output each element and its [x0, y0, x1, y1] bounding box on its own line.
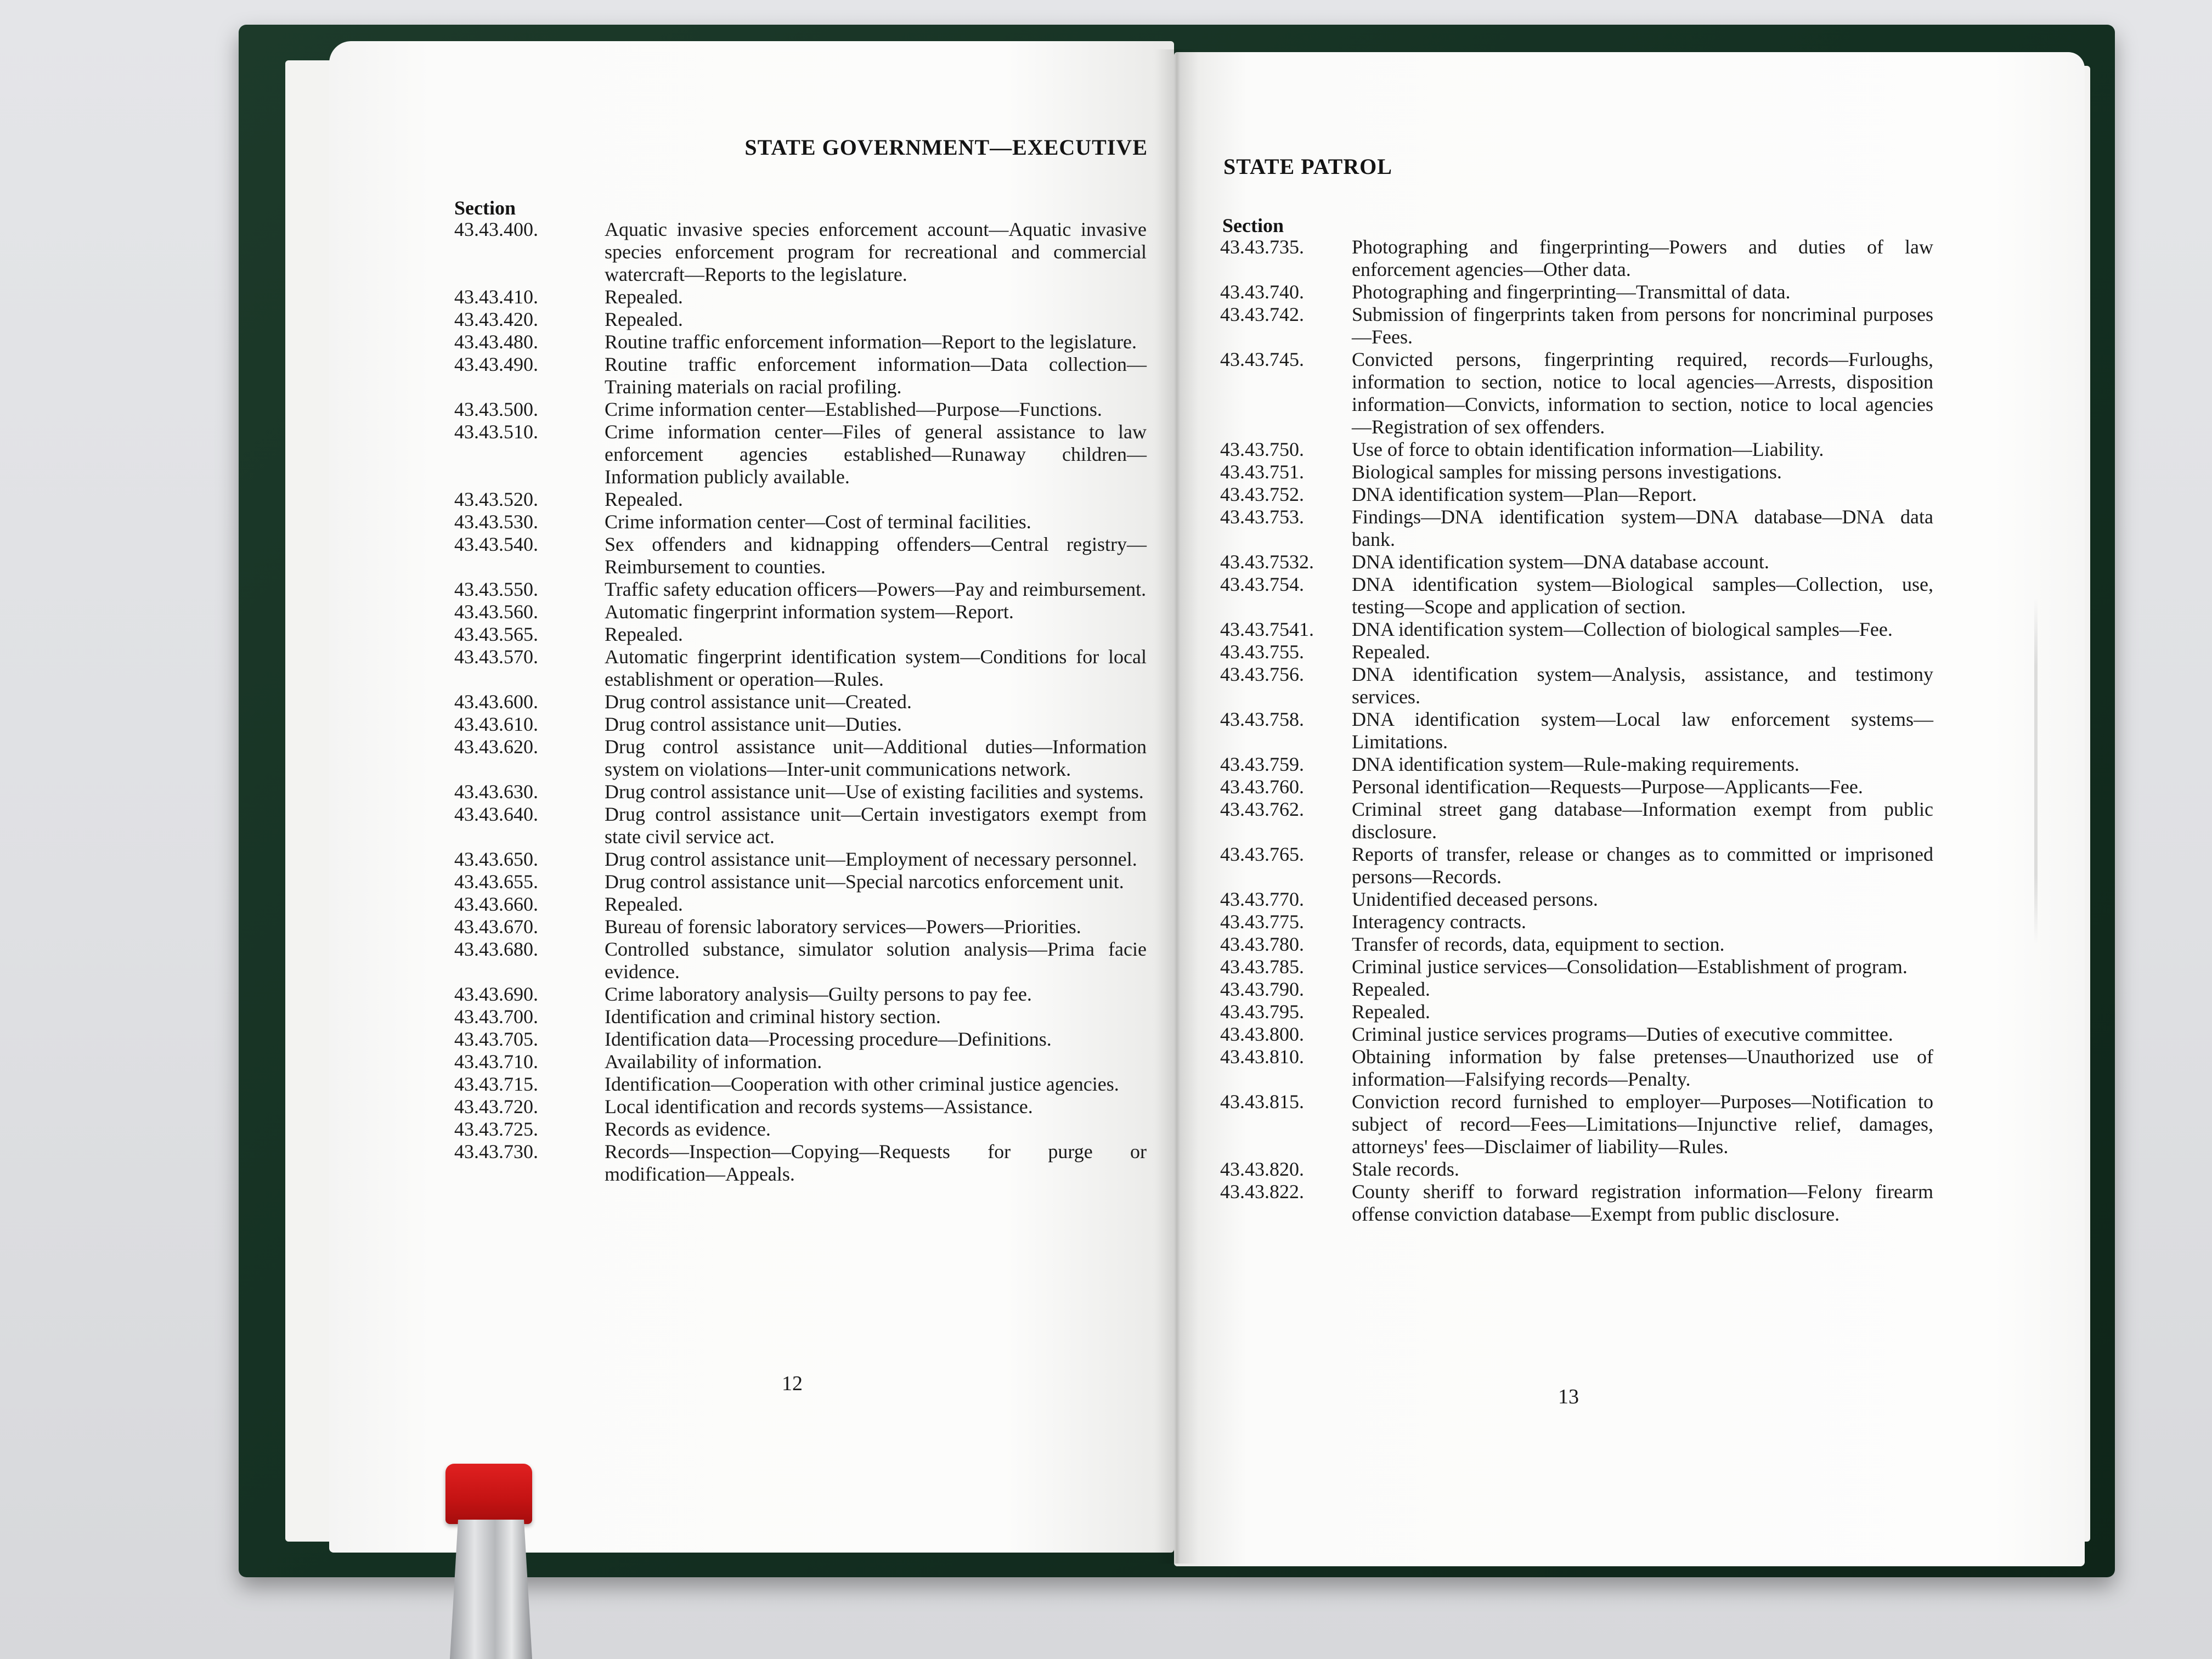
section-number: 43.43.540.: [454, 533, 538, 555]
section-entry: [454, 1118, 1147, 1141]
section-title: Criminal street gang database—Information exempt from public disclosure.: [1352, 798, 1933, 843]
section-number: 43.43.710.: [454, 1051, 538, 1073]
section-entry: [1220, 1046, 1933, 1091]
right-section-label: Section: [1222, 215, 1284, 236]
section-title: Repealed.: [605, 623, 683, 645]
section-title: Aquatic invasive species enforcement account—Aquatic invasive species enforcement program for recreational and commercial watercraft—Reports to the legislature.: [605, 218, 1147, 285]
section-number: 43.43.754.: [1220, 573, 1304, 595]
section-title: Drug control assistance unit—Employment of necessary personnel.: [605, 848, 1137, 870]
section-title: Routine traffic enforcement information—Report to the legislature.: [605, 331, 1137, 353]
section-title: Drug control assistance unit—Created.: [605, 691, 912, 713]
section-entry: [454, 983, 1147, 1006]
section-entry: [1220, 1091, 1933, 1158]
section-entry: [1220, 798, 1933, 843]
section-title: Photographing and fingerprinting—Transmittal of data.: [1352, 281, 1791, 303]
section-number: 43.43.570.: [454, 646, 538, 668]
section-number: 43.43.760.: [1220, 776, 1304, 798]
section-entry: [454, 353, 1147, 398]
section-entry: [454, 1096, 1147, 1118]
section-title: Identification and criminal history section.: [605, 1006, 941, 1028]
section-number: 43.43.730.: [454, 1141, 538, 1163]
section-entry: [454, 601, 1147, 623]
section-title: Automatic fingerprint information system—Report.: [605, 601, 1014, 623]
section-number: 43.43.705.: [454, 1028, 538, 1050]
section-number: 43.43.753.: [1220, 506, 1304, 528]
section-title: Repealed.: [1352, 641, 1430, 663]
section-number: 43.43.660.: [454, 893, 538, 915]
section-entry: [454, 331, 1147, 353]
section-entry: [454, 533, 1147, 578]
section-entry: [454, 803, 1147, 848]
section-number: 43.43.700.: [454, 1006, 538, 1028]
section-title: Crime information center—Cost of terminal facilities.: [605, 511, 1031, 533]
section-number: 43.43.510.: [454, 421, 538, 443]
section-title: Transfer of records, data, equipment to section.: [1352, 933, 1725, 955]
metal-clip: [450, 1520, 532, 1659]
section-number: 43.43.742.: [1220, 303, 1304, 325]
section-title: DNA identification system—Biological samples—Collection, use, testing—Scope and application of section.: [1352, 573, 1933, 618]
section-title: Personal identification—Requests—Purpose—Applicants—Fee.: [1352, 776, 1863, 798]
section-number: 43.43.740.: [1220, 281, 1304, 303]
section-title: Records as evidence.: [605, 1118, 771, 1140]
section-number: 43.43.620.: [454, 736, 538, 758]
section-title: Photographing and fingerprinting—Powers and duties of law enforcement agencies—Other data.: [1352, 236, 1933, 280]
section-title: Identification data—Processing procedure—Definitions.: [605, 1028, 1052, 1050]
section-title: Routine traffic enforcement information—Data collection—Training materials on racial profiling.: [605, 353, 1147, 398]
section-number: 43.43.565.: [454, 623, 538, 645]
section-entry: [1220, 933, 1933, 956]
section-entry: [1220, 438, 1933, 461]
section-entry: [1220, 506, 1933, 551]
section-number: 43.43.751.: [1220, 461, 1304, 483]
section-number: 43.43.756.: [1220, 663, 1304, 685]
section-entry: [454, 691, 1147, 713]
section-number: 43.43.610.: [454, 713, 538, 735]
left-section-list: [454, 218, 1147, 1186]
section-title: Identification—Cooperation with other criminal justice agencies.: [605, 1073, 1119, 1095]
section-title: Local identification and records systems—Assistance.: [605, 1096, 1033, 1118]
section-entry: [454, 398, 1147, 421]
section-entry: [454, 578, 1147, 601]
section-entry: [454, 488, 1147, 511]
section-entry: [1220, 956, 1933, 978]
left-running-head: STATE GOVERNMENT—EXECUTIVE: [744, 135, 1148, 160]
section-title: Drug control assistance unit—Use of existing facilities and systems.: [605, 781, 1144, 803]
section-number: 43.43.715.: [454, 1073, 538, 1095]
section-entry: [1220, 303, 1933, 348]
section-title: Crime laboratory analysis—Guilty persons to pay fee.: [605, 983, 1032, 1005]
section-number: 43.43.815.: [1220, 1091, 1304, 1113]
section-entry: [454, 1051, 1147, 1073]
section-entry: [454, 938, 1147, 983]
section-number: 43.43.759.: [1220, 753, 1304, 775]
section-title: DNA identification system—Rule-making requirements.: [1352, 753, 1799, 775]
section-title: Biological samples for missing persons investigations.: [1352, 461, 1782, 483]
section-entry: [1220, 281, 1933, 303]
section-title: Drug control assistance unit—Additional duties—Information system on violations—Inter-unit communications network.: [605, 736, 1147, 780]
section-entry: [1220, 461, 1933, 483]
section-title: Unidentified deceased persons.: [1352, 888, 1598, 910]
right-running-head: STATE PATROL: [1223, 154, 1392, 179]
section-title: Repealed.: [605, 893, 683, 915]
section-entry: [1220, 1001, 1933, 1023]
left-section-label: Section: [454, 197, 516, 219]
section-title: Repealed.: [605, 308, 683, 330]
section-title: County sheriff to forward registration information—Felony firearm offense conviction database—Exempt from public disclosure.: [1352, 1181, 1933, 1225]
section-title: Obtaining information by false pretenses—Unauthorized use of information—Falsifying records—Penalty.: [1352, 1046, 1933, 1090]
section-title: Findings—DNA identification system—DNA database—DNA data bank.: [1352, 506, 1933, 550]
section-title: Use of force to obtain identification information—Liability.: [1352, 438, 1824, 460]
section-title: Crime information center—Files of general assistance to law enforcement agencies established—Runaway children—Information publicly available.: [605, 421, 1147, 488]
section-number: 43.43.640.: [454, 803, 538, 825]
section-entry: [1220, 708, 1933, 753]
section-entry: [1220, 888, 1933, 911]
page-edge-shadow: [2034, 598, 2038, 944]
section-number: 43.43.800.: [1220, 1023, 1304, 1045]
section-number: 43.43.765.: [1220, 843, 1304, 865]
section-number: 43.43.780.: [1220, 933, 1304, 955]
section-title: Repealed.: [1352, 1001, 1430, 1023]
section-entry: [1220, 776, 1933, 798]
section-entry: [454, 421, 1147, 488]
section-number: 43.43.785.: [1220, 956, 1304, 978]
section-entry: [454, 623, 1147, 646]
section-entry: [1220, 1158, 1933, 1181]
section-title: Traffic safety education officers—Powers—Pay and reimbursement.: [605, 578, 1147, 600]
section-number: 43.43.795.: [1220, 1001, 1304, 1023]
section-number: 43.43.400.: [454, 218, 538, 240]
section-number: 43.43.670.: [454, 916, 538, 938]
section-number: 43.43.810.: [1220, 1046, 1304, 1068]
section-title: Criminal justice services programs—Duties of executive committee.: [1352, 1023, 1893, 1045]
section-title: Drug control assistance unit—Certain investigators exempt from state civil service act.: [605, 803, 1147, 848]
section-title: Repealed.: [1352, 978, 1430, 1000]
section-number: 43.43.755.: [1220, 641, 1304, 663]
section-entry: [454, 848, 1147, 871]
section-entry: [1220, 483, 1933, 506]
section-entry: [1220, 618, 1933, 641]
section-number: 43.43.480.: [454, 331, 538, 353]
section-entry: [1220, 641, 1933, 663]
section-entry: [1220, 1023, 1933, 1046]
section-number: 43.43.735.: [1220, 236, 1304, 258]
section-number: 43.43.410.: [454, 286, 538, 308]
section-number: 43.43.680.: [454, 938, 538, 960]
section-entry: [454, 893, 1147, 916]
section-entry: [1220, 348, 1933, 438]
section-entry: [1220, 573, 1933, 618]
section-entry: [1220, 663, 1933, 708]
section-title: Stale records.: [1352, 1158, 1459, 1180]
section-title: Reports of transfer, release or changes as to committed or imprisoned persons—Records.: [1352, 843, 1933, 888]
section-title: Sex offenders and kidnapping offenders—Central registry—Reimbursement to counties.: [605, 533, 1147, 578]
section-entry: [454, 916, 1147, 938]
section-entry: [1220, 551, 1933, 573]
right-page-number: 13: [1558, 1385, 1579, 1408]
section-title: DNA identification system—DNA database account.: [1352, 551, 1769, 573]
section-number: 43.43.530.: [454, 511, 538, 533]
section-title: Availability of information.: [605, 1051, 822, 1073]
section-title: DNA identification system—Plan—Report.: [1352, 483, 1697, 505]
book-gutter: [1155, 49, 1199, 1564]
section-title: Controlled substance, simulator solution analysis—Prima facie evidence.: [605, 938, 1147, 983]
section-entry: [1220, 236, 1933, 281]
section-number: 43.43.520.: [454, 488, 538, 510]
section-number: 43.43.775.: [1220, 911, 1304, 933]
section-number: 43.43.720.: [454, 1096, 538, 1118]
section-title: Automatic fingerprint identification system—Conditions for local establishment or operation—Rules.: [605, 646, 1147, 690]
section-title: Records—Inspection—Copying—Requests for purge or modification—Appeals.: [605, 1141, 1147, 1185]
section-number: 43.43.752.: [1220, 483, 1304, 505]
section-number: 43.43.690.: [454, 983, 538, 1005]
section-entry: [454, 1073, 1147, 1096]
left-page-number: 12: [782, 1372, 803, 1395]
section-number: 43.43.7532.: [1220, 551, 1314, 573]
section-number: 43.43.650.: [454, 848, 538, 870]
section-title: Submission of fingerprints taken from persons for noncriminal purposes—Fees.: [1352, 303, 1933, 348]
section-number: 43.43.655.: [454, 871, 538, 893]
section-title: DNA identification system—Analysis, assistance, and testimony services.: [1352, 663, 1933, 708]
section-entry: [454, 713, 1147, 736]
section-number: 43.43.822.: [1220, 1181, 1304, 1203]
section-number: 43.43.790.: [1220, 978, 1304, 1000]
section-entry: [454, 218, 1147, 286]
section-number: 43.43.750.: [1220, 438, 1304, 460]
section-number: 43.43.420.: [454, 308, 538, 330]
section-number: 43.43.560.: [454, 601, 538, 623]
section-title: Interagency contracts.: [1352, 911, 1526, 933]
section-title: Convicted persons, fingerprinting required, records—Furloughs, information to section, notice to local agencies—Arrests, disposition information—Convicts, information to section, notice to local agencies—Registration of sex offenders.: [1352, 348, 1933, 438]
section-entry: [454, 1141, 1147, 1186]
section-title: Drug control assistance unit—Special narcotics enforcement unit.: [605, 871, 1124, 893]
section-title: Drug control assistance unit—Duties.: [605, 713, 902, 735]
section-entry: [1220, 978, 1933, 1001]
section-entry: [454, 736, 1147, 781]
section-number: 43.43.770.: [1220, 888, 1304, 910]
section-entry: [454, 1006, 1147, 1028]
section-entry: [1220, 843, 1933, 888]
section-number: 43.43.630.: [454, 781, 538, 803]
red-clip-tab: [445, 1464, 532, 1524]
section-title: Crime information center—Established—Purpose—Functions.: [605, 398, 1102, 420]
section-entry: [454, 646, 1147, 691]
section-entry: [454, 511, 1147, 533]
section-entry: [454, 286, 1147, 308]
section-entry: [1220, 1181, 1933, 1226]
section-title: DNA identification system—Collection of biological samples—Fee.: [1352, 618, 1893, 640]
right-section-list: [1220, 236, 1933, 1226]
section-entry: [454, 871, 1147, 893]
section-number: 43.43.490.: [454, 353, 538, 375]
section-title: Conviction record furnished to employer—Purposes—Notification to subject of record—Fees—Limitations—Injunctive relief, damages, attorneys' fees—Disclaimer of liability—Rules.: [1352, 1091, 1933, 1158]
section-number: 43.43.762.: [1220, 798, 1304, 820]
section-number: 43.43.725.: [454, 1118, 538, 1140]
section-number: 43.43.758.: [1220, 708, 1304, 730]
section-entry: [1220, 911, 1933, 933]
section-entry: [454, 1028, 1147, 1051]
section-entry: [454, 308, 1147, 331]
section-number: 43.43.820.: [1220, 1158, 1304, 1180]
section-title: Repealed.: [605, 488, 683, 510]
section-title: DNA identification system—Local law enforcement systems—Limitations.: [1352, 708, 1933, 753]
section-title: Criminal justice services—Consolidation—Establishment of program.: [1352, 956, 1908, 978]
section-title: Repealed.: [605, 286, 683, 308]
section-number: 43.43.550.: [454, 578, 538, 600]
section-entry: [454, 781, 1147, 803]
section-number: 43.43.7541.: [1220, 618, 1314, 640]
section-number: 43.43.500.: [454, 398, 538, 420]
section-number: 43.43.745.: [1220, 348, 1304, 370]
section-entry: [1220, 753, 1933, 776]
section-title: Bureau of forensic laboratory services—Powers—Priorities.: [605, 916, 1081, 938]
section-number: 43.43.600.: [454, 691, 538, 713]
